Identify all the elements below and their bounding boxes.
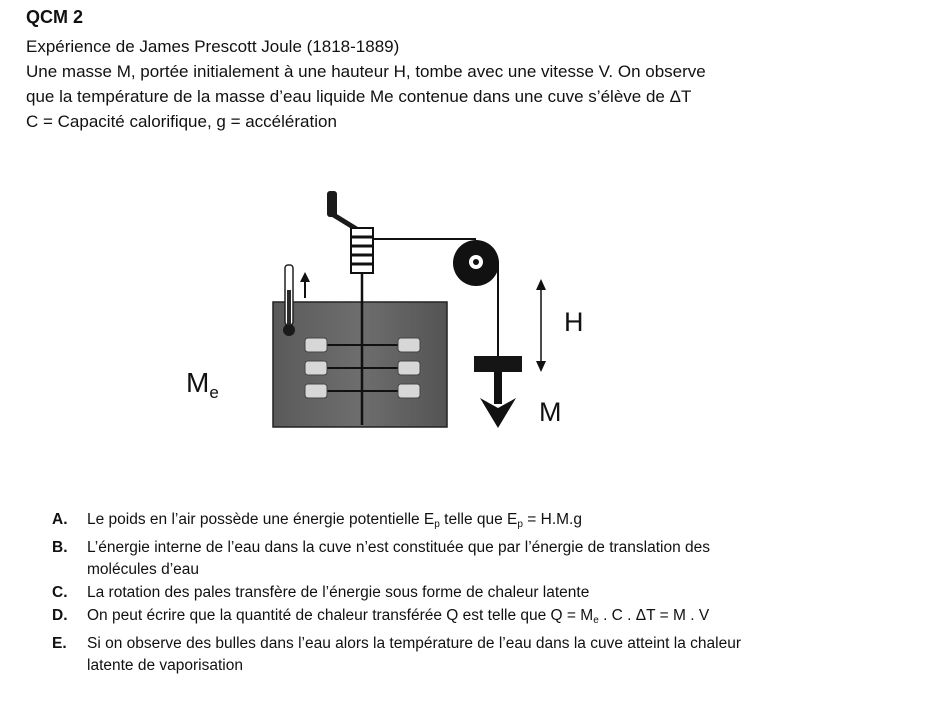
option-a-text: Le poids en l’air possède une énergie potentielle $E_p$ telle que $E_p = H.M.g$ xyxy=(87,511,582,530)
falling-mass xyxy=(474,356,522,372)
option-e[interactable] xyxy=(52,633,932,677)
water-tank xyxy=(273,302,447,427)
label-m: M xyxy=(539,397,562,427)
option-b-text: L’énergie interne de l’eau dans la cuve n’est constituée que par l’énergie de translation des molécules d’eau xyxy=(87,539,711,578)
option-c[interactable] xyxy=(52,582,932,604)
option-d-text: On peut écrire que la quantité de chaleur transférée Q est telle que $Q = M_e$ . C . ΔT = M . V xyxy=(87,607,710,626)
temperature-rise-arrow xyxy=(300,272,310,298)
question-line-4: C = Capacité calorifique, g = accélération xyxy=(26,112,337,131)
question-line-2: Une masse M, portée initialement à une hauteur H, tombe avec une vitesse V. On observe xyxy=(26,62,706,81)
option-e-text: Si on observe des bulles dans l’eau alors la température de l’eau dans la cuve atteint la chaleur latente de vaporisation xyxy=(87,635,741,674)
pulley xyxy=(453,240,499,286)
label-me-sub: e xyxy=(209,383,219,402)
question-title: QCM 2 xyxy=(26,7,84,27)
option-b-letter: B. xyxy=(52,539,68,556)
option-a[interactable] xyxy=(52,509,932,536)
label-h: H xyxy=(564,307,584,337)
thermometer-icon xyxy=(283,265,295,336)
paddles xyxy=(305,338,420,398)
question-header xyxy=(26,6,926,134)
option-d-letter: D. xyxy=(52,607,68,624)
label-me-main: M xyxy=(186,367,210,398)
drum-coupling xyxy=(351,228,373,273)
answer-options xyxy=(52,509,932,678)
question-line-1: Expérience de James Prescott Joule (1818-1889) xyxy=(26,37,400,56)
option-a-letter: A. xyxy=(52,511,68,528)
option-d[interactable] xyxy=(52,605,932,632)
height-arrow xyxy=(536,279,546,372)
option-c-letter: C. xyxy=(52,584,68,601)
falling-arrow xyxy=(480,372,516,428)
label-me xyxy=(186,367,219,402)
question-line-3: que la température de la masse d’eau liquide Me contenue dans une cuve s’élève de ΔT xyxy=(26,87,692,106)
crank-handle xyxy=(327,191,358,230)
option-c-text: La rotation des pales transfère de l’énergie sous forme de chaleur latente xyxy=(87,584,590,601)
option-b[interactable] xyxy=(52,537,932,581)
option-e-letter: E. xyxy=(52,635,67,652)
